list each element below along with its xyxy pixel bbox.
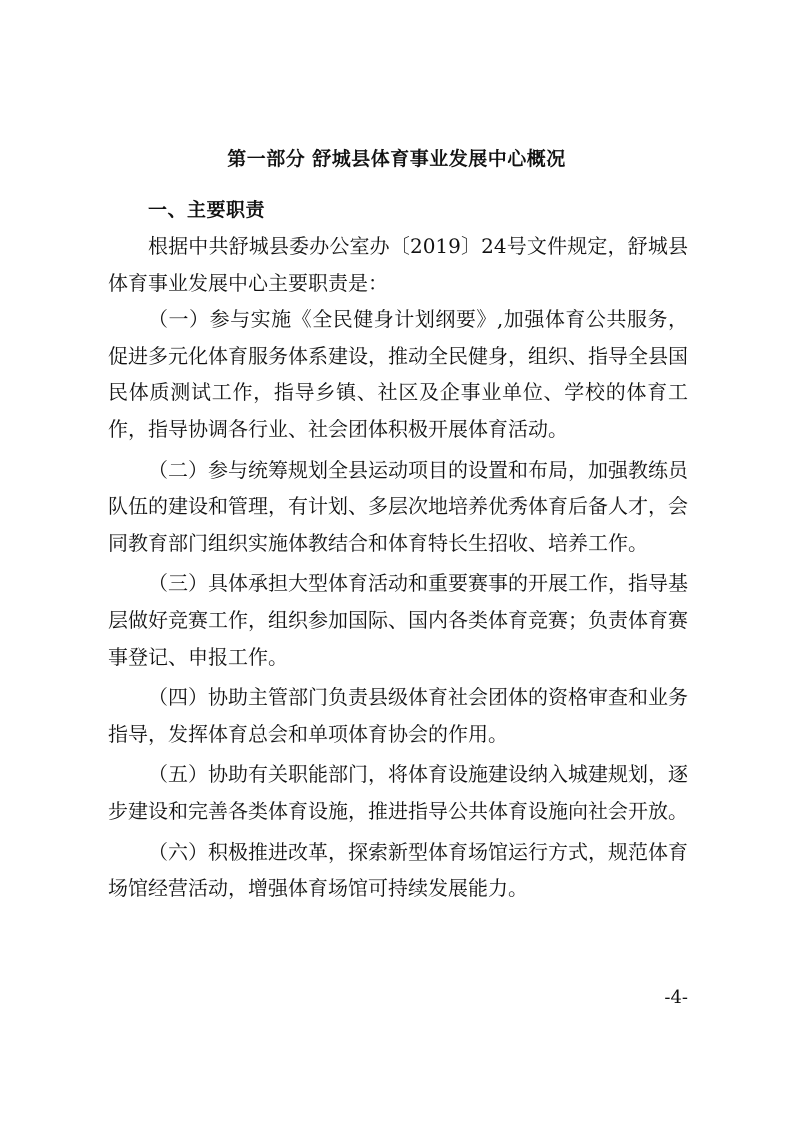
paragraph-duty-1: （一）参与实施《全民健身计划纲要》,加强体育公共服务，促进多元化体育服务体系建设，推动全民健身，组织、指导全县国民体质测试工作，指导乡镇、社区及企事业单位、学校的体育工作，指导协调各行业、社会团体积极开展体育活动。 <box>108 307 688 441</box>
page-number: -4- <box>664 987 688 1008</box>
paragraph-duty-3: （三）具体承担大型体育活动和重要赛事的开展工作，指导基层做好竞赛工作，组织参加国际、国内各类体育竞赛；负责体育赛事登记、申报工作。 <box>108 571 688 669</box>
paragraph-duty-2: （二）参与统筹规划全县运动项目的设置和布局，加强教练员队伍的建设和管理，有计划、多层次地培养优秀体育后备人才，会同教育部门组织实施体教结合和体育特长生招收、培养工作。 <box>108 457 688 555</box>
paragraph-duty-5: （五）协助有关职能部门，将体育设施建设纳入城建规划，逐步建设和完善各类体育设施，推进指导公共体育设施向社会开放。 <box>108 762 688 823</box>
paragraph-duty-6: （六）积极推进改革，探索新型体育场馆运行方式，规范体育场馆经营活动，增强体育场馆可持续发展能力。 <box>108 839 688 901</box>
paragraph-duty-4: （四）协助主管部门负责县级体育社会团体的资格审查和业务指导，发挥体育总会和单项体育协会的作用。 <box>108 685 688 746</box>
paragraph-intro: 根据中共舒城县委办公室办〔2019〕24号文件规定，舒城县体育事业发展中心主要职责是： <box>108 234 688 295</box>
document-title: 第一部分 舒城县体育事业发展中心概况 <box>227 148 566 170</box>
section-heading: 一、主要职责 <box>148 199 266 221</box>
body-text <box>108 228 688 907</box>
